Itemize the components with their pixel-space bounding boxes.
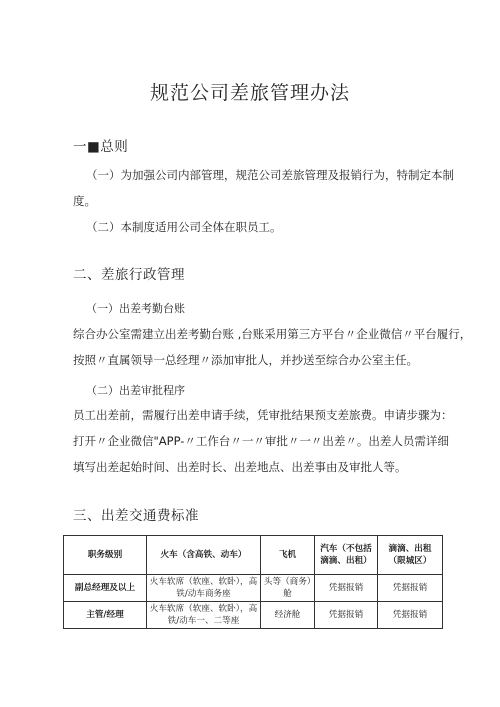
table-cell: 火车软席（软座、软卧），高铁/动车商务座 (147, 575, 261, 602)
subsection-heading: （一）出差考勤台账 (86, 302, 185, 315)
paragraph: （一）为加强公司内部管理，规范公司差旅管理及报销行为，特制定本制 (86, 168, 454, 182)
table-cell: 凭据报销 (378, 575, 443, 602)
paragraph: 度。 (73, 194, 96, 208)
header-cell: 职务级别 (64, 536, 147, 575)
table-cell: 火车软席（软座、软卧），高铁/动车一、二等座 (147, 602, 261, 629)
table-cell: 主管/经理 (64, 602, 147, 629)
table-cell: 凭据报销 (315, 575, 378, 602)
section-heading-admin: 二、差旅行政管理 (73, 267, 185, 283)
header-cell: 火车（含高铁、动车） (147, 536, 261, 575)
table-cell: 凭据报销 (378, 602, 443, 629)
table-cell: 经济舱 (261, 602, 315, 629)
table-row (64, 602, 443, 629)
table-cell: 凭据报销 (315, 602, 378, 629)
paragraph: 按照〃直属领导一总经理〃添加审批人，并抄送至综合办公室主任。 (73, 353, 418, 367)
table-row (64, 575, 443, 602)
header-cell: 飞机 (261, 536, 315, 575)
section-heading-transport: 三、出差交通费标准 (73, 508, 199, 524)
paragraph: 打开〃企业微信"APP-〃工作台〃一〃审批〃一〃出差〃。出差人员需详细 (73, 434, 449, 448)
header-cell: 汽车（不包括滴滴、出租） (315, 536, 378, 575)
paragraph: 员工出差前，需履行出差申请手续，凭审批结果预支差旅费。申请步骤为： (73, 408, 453, 422)
table-cell: 头等（商务）舱 (261, 575, 315, 602)
table-cell: 副总经理及以上 (64, 575, 147, 602)
section-heading-general: 一■总则 (73, 139, 129, 155)
document-title: 规范公司差旅管理办法 (149, 82, 350, 104)
table-header-row (64, 536, 443, 575)
paragraph: 综合办公室需建立出差考勤台账 ,台账采用第三方平台〃企业微信〃平台履行， (73, 327, 472, 341)
transport-standard-table (63, 535, 443, 629)
paragraph: （二）本制度适用公司全体在职员工。 (86, 220, 282, 234)
paragraph: 填写出差起始时间、出差时长、出差地点、出差事由及审批人等。 (73, 460, 407, 474)
header-cell: 滴滴、出租（限城区） (378, 536, 443, 575)
subsection-heading: （二）出差审批程序 (86, 384, 185, 397)
